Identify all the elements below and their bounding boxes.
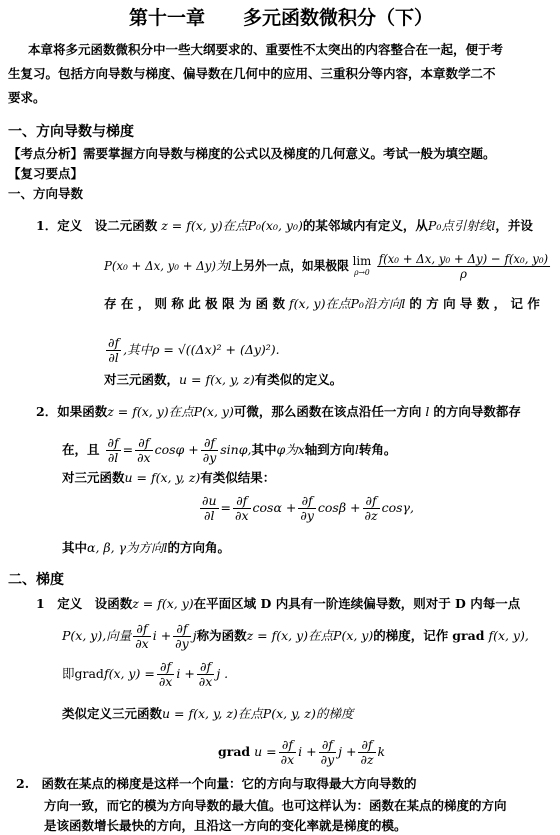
sin-phi: sinφ,	[220, 442, 252, 457]
frac-3-dz: $\frac{\partial f}{\partial z}$	[364, 493, 378, 523]
grad-meaning-line-1: 2. 函数在某点的梯度是这样一个向量：它的方向与取得最大方向导数的	[16, 776, 417, 791]
grad-ji: 即grad	[62, 666, 104, 681]
cos-phi: cosφ +	[154, 442, 199, 457]
three-result-formula: u = f(x, y, z)	[124, 470, 201, 485]
grad-lead: 1 定义 设函数	[36, 596, 133, 611]
grad-u-j: j +	[338, 744, 357, 759]
grad-text-2: 称为函数	[196, 628, 247, 643]
grad-def-line-2	[62, 622, 529, 651]
grad-eq-i: i +	[176, 666, 195, 681]
cos-alpha: cosα +	[252, 500, 297, 515]
exist-formula: f(x, y)在点P₀沿方向l	[289, 296, 406, 311]
grad-i: i +	[152, 628, 172, 643]
three-result-b: 有类似结果：	[200, 470, 276, 485]
grad-meaning-line-3: 是该函数增长最快的方向，且沿这一方向的变化率就是梯度的模。	[44, 818, 407, 833]
where-a: 其中	[62, 540, 88, 555]
item-2-line-1	[36, 404, 521, 420]
grad-def-line-4	[62, 706, 353, 722]
grad-u-frac-i: $\frac{\partial f}{\partial x}$	[280, 737, 295, 767]
grad-j: j	[192, 628, 197, 643]
frac-df-dx: $\frac{\partial f}{\partial x}$	[137, 435, 151, 465]
limit-text: 上另外一点，如果极限	[231, 258, 349, 273]
frac-df-dy: $\frac{\partial f}{\partial y}$	[202, 435, 217, 465]
grad-three-text: u = f(x, y, z)在点P(x, y, z)的梯度	[162, 706, 354, 721]
jiao-text: 转角。	[358, 442, 397, 457]
def-text-2: ，并设	[495, 218, 533, 233]
cos-gamma: cosγ,	[381, 500, 414, 515]
definition-1-line-3	[104, 296, 540, 312]
where-formula: α, β, γ为方向l	[87, 540, 168, 555]
three-result-a: 对三元函数	[62, 470, 125, 485]
chapter-title: 第十一章 多元函数微积分（下）	[129, 7, 434, 29]
item-2-l: l	[425, 404, 430, 419]
qizhong: 其中	[251, 442, 277, 457]
item-2-lead: 2．如果函数	[36, 404, 108, 419]
limit-fraction: $\frac{\text{f(x₀ + Δx, y₀ + Δy) − f(x₀, y₀)}}{\rho}$	[378, 251, 549, 281]
direction-l: l	[354, 442, 359, 457]
item-2-line-3	[62, 470, 275, 486]
point-p-formula: P(x₀ + Δx, y₀ + Δy)为l	[104, 258, 232, 273]
frac-df-dl: $\frac{\partial f}{\partial l}$	[107, 435, 119, 465]
three-var-text-a: 对三元函数，	[104, 372, 180, 387]
definition-1-line-1	[36, 218, 533, 234]
definition-1-line-4	[104, 336, 280, 365]
exist-text-b: 的 方 向 导 数 ， 记 作	[409, 296, 540, 311]
grad-label-2: grad	[218, 744, 251, 759]
definition-1-line-2	[104, 252, 552, 281]
grad-u-frac-k: $\frac{\partial f}{\partial z}$	[360, 737, 374, 767]
intro-line-3: 要求。	[8, 90, 46, 105]
def-formula-ray: P₀点引射线l	[427, 218, 496, 233]
section-heading-1: 一、方向导数与梯度	[8, 124, 134, 140]
item-2-line-2	[62, 436, 396, 465]
equals-sign: =	[122, 442, 134, 457]
grad-frac-j: $\frac{\partial f}{\partial y}$	[175, 621, 189, 651]
grad-vector-text: P(x, y),向量	[62, 628, 132, 643]
item-2-text-1: 可微，那么函数在该点沿任一方向	[233, 404, 422, 419]
grad-three-formula	[218, 738, 385, 767]
grad-similar: 类似定义三元函数	[62, 706, 163, 721]
grad-u-i: i +	[298, 744, 317, 759]
intro-line-2: 生复习。包括方向导数与梯度、偏导数在几何中的应用、三重积分等内容，本章数学二不	[8, 66, 496, 81]
grad-formula-z: z = f(x, y)	[132, 596, 194, 611]
three-var-formula: u = f(x, y, z)	[179, 372, 255, 387]
grad-frac-i: $\frac{\partial f}{\partial x}$	[135, 621, 149, 651]
review-label: 【复习要点】	[8, 166, 84, 181]
def-formula-z: z = f(x, y)在点P₀(x₀, y₀)	[161, 218, 303, 233]
limit-operator: lim ρ→0	[352, 252, 372, 277]
three-var-text-b: 有类似的定义。	[254, 372, 343, 387]
item-2-formula: z = f(x, y)在点P(x, y)	[107, 404, 234, 419]
grad-meaning-line-2: 方向一致，而它的模为方向导数的最大值。也可这样认为：函数在某点的梯度的方向	[44, 798, 507, 813]
grad-def-line-3	[62, 660, 228, 689]
grad-f5: f(x, y) =	[103, 666, 155, 681]
grad-text-1: 在平面区域 D 内具有一阶连续偏导数，则对于 D 内每一点	[193, 596, 521, 611]
def-text-1: 的某邻域内有定义，从	[302, 218, 428, 233]
section-heading-2: 二、梯度	[8, 572, 64, 588]
rho-formula: ,其中ρ = √((Δx)² + (Δy)²).	[123, 342, 280, 357]
grad-text-3: 的梯度，记作	[373, 628, 449, 643]
item-2-line-where	[62, 540, 230, 556]
grad-fxy: f(x, y),	[488, 628, 529, 643]
subsection-heading: 一、方向导数	[8, 186, 84, 201]
grad-formula-z2: z = f(x, y)在点P(x, y)	[246, 628, 374, 643]
grad-label: grad	[452, 628, 485, 643]
where-b: 的方向角。	[167, 540, 231, 555]
frac-3-dx: $\frac{\partial f}{\partial x}$	[235, 493, 249, 523]
grad-u-frac-j: $\frac{\partial f}{\partial y}$	[320, 737, 335, 767]
item-2-zai: 在，且	[62, 442, 100, 457]
frac-3-dy: $\frac{\partial f}{\partial y}$	[300, 493, 314, 523]
grad-def-line-1	[36, 596, 520, 612]
cos-beta: cosβ +	[317, 500, 361, 515]
phi-x: φ为x	[276, 442, 305, 457]
partial-f-l: $\frac{\partial f}{\partial l}$	[108, 335, 120, 365]
intro-line-1: 本章将多元函数微积分中一些大纲要求的、重要性不太突出的内容整合在一起，便于考	[28, 42, 504, 57]
item-2-text-2: 的方向导数都存	[433, 404, 521, 419]
def-lead: 1．定义 设二元函数	[36, 218, 158, 233]
analysis-line: 【考点分析】需要掌握方向导数与梯度的公式以及梯度的几何意义。考试一般为填空题。	[8, 146, 496, 161]
equals-sign-2: =	[220, 500, 231, 515]
exist-text-a: 存 在 ， 则 称 此 极 限 为 函 数	[104, 296, 286, 311]
grad-u-k: k	[377, 744, 386, 759]
frac-du-dl: $\frac{\partial u}{\partial l}$	[202, 493, 217, 523]
grad-eq-frac-i: $\frac{\partial f}{\partial x}$	[158, 659, 173, 689]
grad-eq-j: j .	[216, 666, 229, 681]
zhuan-text: 轴到方向	[304, 442, 355, 457]
grad-u: u =	[254, 744, 277, 759]
item-2-three-formula	[198, 494, 414, 523]
grad-eq-frac-j: $\frac{\partial f}{\partial x}$	[198, 659, 213, 689]
definition-1-line-5	[104, 372, 342, 388]
